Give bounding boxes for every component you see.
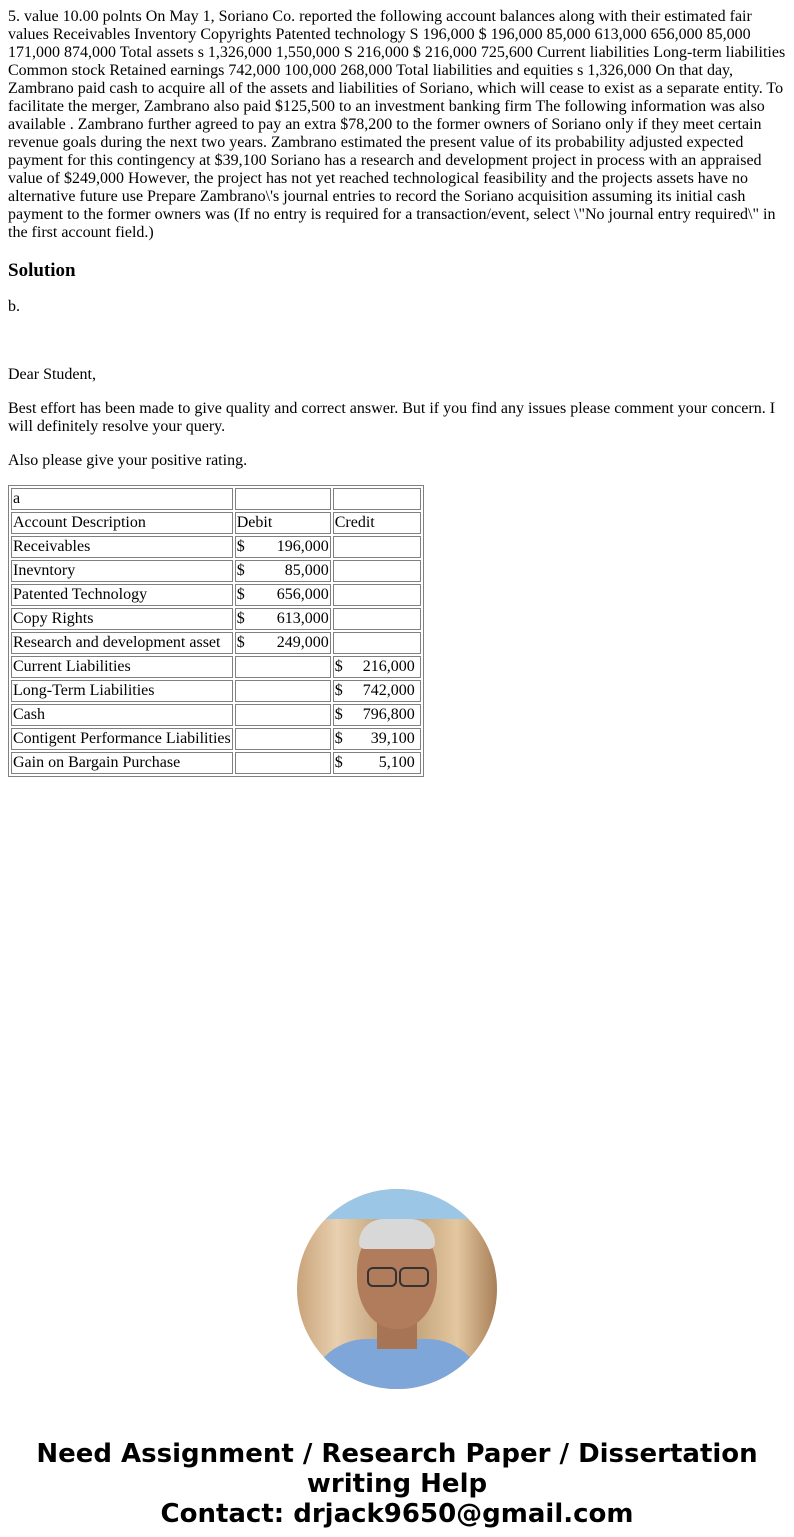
account-cell: Current Liabilities — [11, 656, 233, 678]
table-title: a — [11, 488, 233, 510]
debit-cell — [235, 704, 331, 726]
account-cell: Research and development asset — [11, 632, 233, 654]
credit-cell — [333, 536, 421, 558]
credit-amount: 742,000 — [362, 682, 415, 699]
credit-cell — [333, 656, 421, 678]
solution-heading: Solution — [8, 260, 76, 281]
currency-symbol: $ — [236, 562, 245, 579]
account-cell: Contigent Performance Liabilities — [11, 728, 233, 750]
part-label: b. — [8, 298, 20, 315]
table-row — [11, 656, 421, 678]
greeting: Dear Student, — [8, 366, 96, 383]
header-debit: Debit — [235, 512, 331, 534]
debit-cell — [235, 536, 331, 558]
spacer — [8, 332, 786, 350]
table-row — [11, 536, 421, 558]
account-cell: Inevntory — [11, 560, 233, 582]
currency-symbol: $ — [334, 682, 343, 699]
table-row — [11, 704, 421, 726]
account-cell: Receivables — [11, 536, 233, 558]
debit-amount: 656,000 — [276, 586, 329, 603]
debit-amount: 196,000 — [276, 538, 329, 555]
table-row — [11, 560, 421, 582]
debit-amount: 249,000 — [276, 634, 329, 651]
journal-entry-table — [8, 485, 424, 777]
debit-cell — [235, 728, 331, 750]
footer-help-text: Need Assignment / Research Paper / Dissertation writing Help — [36, 1439, 758, 1499]
debit-cell — [235, 632, 331, 654]
currency-symbol: $ — [236, 586, 245, 603]
credit-cell — [333, 728, 421, 750]
debit-amount: 85,000 — [284, 562, 329, 579]
account-cell: Gain on Bargain Purchase — [11, 752, 233, 774]
credit-cell — [333, 560, 421, 582]
debit-cell — [235, 560, 331, 582]
header-credit: Credit — [333, 512, 421, 534]
credit-cell — [333, 680, 421, 702]
debit-amount: 613,000 — [276, 610, 329, 627]
credit-amount: 5,100 — [378, 754, 415, 771]
table-row — [11, 608, 421, 630]
footer-email: Contact: drjack9650@gmail.com — [160, 1499, 634, 1529]
table-title-row — [11, 488, 421, 510]
debit-cell — [235, 752, 331, 774]
credit-cell — [333, 752, 421, 774]
account-cell: Long-Term Liabilities — [11, 680, 233, 702]
debit-cell — [235, 608, 331, 630]
credit-cell — [333, 632, 421, 654]
credit-amount: 216,000 — [362, 658, 415, 675]
currency-symbol: $ — [236, 538, 245, 555]
account-cell: Cash — [11, 704, 233, 726]
table-row — [11, 728, 421, 750]
credit-cell — [333, 584, 421, 606]
question-text: 5. value 10.00 polnts On May 1, Soriano Co. reported the following account balances along with their estimated fair values Receivables Inventory Copyrights Patented technology S 196,000 $ 196,000 85,000 613,000 656,000 85,000 171,000 874,000 Total assets s 1,326,000 1,550,000 S 216,000 $ 216,000 725,600 Current liabilities Long-term liabilities Common stock Retained earnings 742,000 100,000 268,000 Total liabilities and equities s 1,326,000 On that day, Zambrano paid cash to acquire all of the assets and liabilities of Soriano, which will cease to exist as a separate entity. To facilitate the merger, Zambrano also paid $125,500 to an investment banking firm The following information was also available . Zambrano further agreed to pay an extra $78,200 to the former owners of Soriano only if they meet certain revenue goals during the next two years. Zambrano estimated the present value of its probability adjusted expected payment for this contingency at $39,100 Soriano has a research and development project in process with an appraised value of $249,000 However, the project has not yet reached technological feasibility and the projects assets have no alternative future use Prepare Zambrano\'s journal entries to record the Soriano acquisition assuming its initial cash payment to the former owners was (If no entry is required for a transaction/event, select \"No journal entry required\" in the first account field.) — [8, 8, 786, 241]
credit-cell — [333, 608, 421, 630]
account-cell: Patented Technology — [11, 584, 233, 606]
currency-symbol: $ — [236, 634, 245, 651]
credit-amount: 796,800 — [362, 706, 415, 723]
table-row — [11, 680, 421, 702]
table-header-row — [11, 512, 421, 534]
avatar — [297, 1189, 497, 1389]
currency-symbol: $ — [334, 754, 343, 771]
credit-cell — [333, 704, 421, 726]
debit-cell — [235, 656, 331, 678]
currency-symbol: $ — [236, 610, 245, 627]
rating-request: Also please give your positive rating. — [8, 452, 248, 469]
debit-cell — [235, 584, 331, 606]
account-cell: Copy Rights — [11, 608, 233, 630]
table-row — [11, 584, 421, 606]
footer-contact — [8, 1439, 786, 1529]
table-row — [11, 632, 421, 654]
credit-amount: 39,100 — [370, 730, 415, 747]
currency-symbol: $ — [334, 706, 343, 723]
currency-symbol: $ — [334, 730, 343, 747]
currency-symbol: $ — [334, 658, 343, 675]
debit-cell — [235, 680, 331, 702]
note: Best effort has been made to give quality and correct answer. But if you find any issues please comment your concern. I will definitely resolve your query. — [8, 400, 776, 435]
header-account: Account Description — [11, 512, 233, 534]
author-photo — [8, 1189, 786, 1389]
table-row — [11, 752, 421, 774]
